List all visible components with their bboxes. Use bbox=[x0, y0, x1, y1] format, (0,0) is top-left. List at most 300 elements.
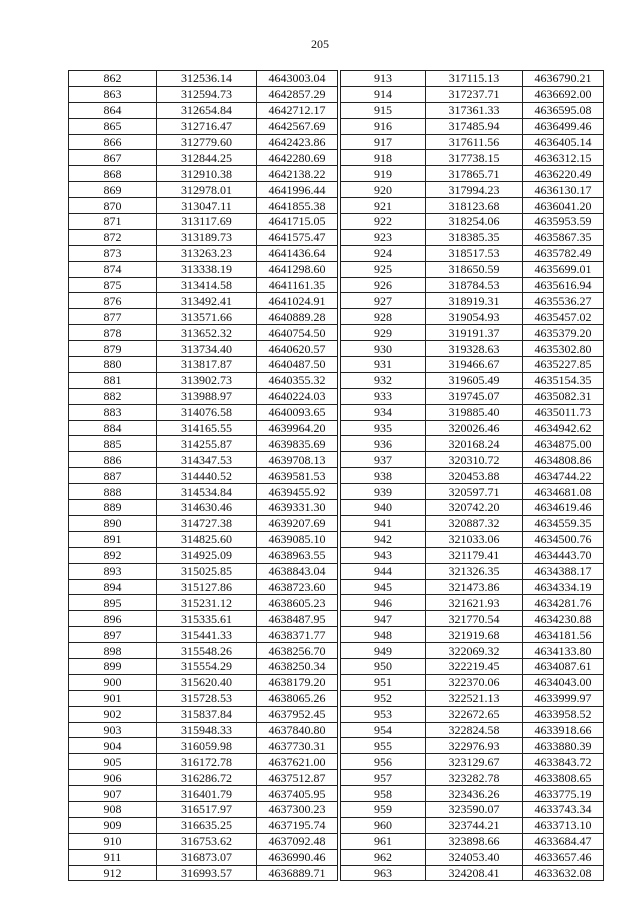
y-coordinate-cell: 4638605.23 bbox=[257, 595, 338, 611]
table-row bbox=[341, 309, 604, 325]
x-coordinate-cell: 318650.59 bbox=[426, 261, 523, 277]
x-coordinate-cell: 318784.53 bbox=[426, 277, 523, 293]
y-coordinate-cell: 4635616.94 bbox=[523, 277, 604, 293]
table-row bbox=[341, 849, 604, 865]
x-coordinate-cell: 320168.24 bbox=[426, 436, 523, 452]
point-number-cell: 880 bbox=[69, 357, 157, 373]
x-coordinate-cell: 319054.93 bbox=[426, 309, 523, 325]
table-row bbox=[341, 865, 604, 881]
x-coordinate-cell: 312910.38 bbox=[157, 166, 257, 182]
table-row bbox=[69, 865, 338, 881]
table-row bbox=[69, 150, 338, 166]
point-number-cell: 884 bbox=[69, 420, 157, 436]
x-coordinate-cell: 324053.40 bbox=[426, 849, 523, 865]
point-number-cell: 950 bbox=[341, 658, 426, 674]
y-coordinate-cell: 4634942.62 bbox=[523, 420, 604, 436]
x-coordinate-cell: 322976.93 bbox=[426, 738, 523, 754]
y-coordinate-cell: 4633918.66 bbox=[523, 722, 604, 738]
point-number-cell: 943 bbox=[341, 547, 426, 563]
point-number-cell: 931 bbox=[341, 357, 426, 373]
point-number-cell: 930 bbox=[341, 341, 426, 357]
y-coordinate-cell: 4636130.17 bbox=[523, 182, 604, 198]
point-number-cell: 954 bbox=[341, 722, 426, 738]
point-number-cell: 889 bbox=[69, 500, 157, 516]
x-coordinate-cell: 317115.13 bbox=[426, 71, 523, 87]
table-row bbox=[341, 484, 604, 500]
y-coordinate-cell: 4635536.27 bbox=[523, 293, 604, 309]
x-coordinate-cell: 316993.57 bbox=[157, 865, 257, 881]
point-number-cell: 944 bbox=[341, 563, 426, 579]
x-coordinate-cell: 312978.01 bbox=[157, 182, 257, 198]
x-coordinate-cell: 316873.07 bbox=[157, 849, 257, 865]
table-row bbox=[341, 372, 604, 388]
x-coordinate-cell: 319745.07 bbox=[426, 388, 523, 404]
y-coordinate-cell: 4641855.38 bbox=[257, 198, 338, 214]
point-number-cell: 923 bbox=[341, 229, 426, 245]
point-number-cell: 908 bbox=[69, 801, 157, 817]
y-coordinate-cell: 4640093.65 bbox=[257, 404, 338, 420]
point-number-cell: 928 bbox=[341, 309, 426, 325]
x-coordinate-cell: 315620.40 bbox=[157, 674, 257, 690]
table-row bbox=[69, 420, 338, 436]
y-coordinate-cell: 4637195.74 bbox=[257, 817, 338, 833]
x-coordinate-cell: 320026.46 bbox=[426, 420, 523, 436]
table-row bbox=[341, 595, 604, 611]
point-number-cell: 927 bbox=[341, 293, 426, 309]
table-row bbox=[69, 357, 338, 373]
y-coordinate-cell: 4641996.44 bbox=[257, 182, 338, 198]
table-row bbox=[69, 214, 338, 230]
table-row bbox=[69, 786, 338, 802]
y-coordinate-cell: 4642280.69 bbox=[257, 150, 338, 166]
y-coordinate-cell: 4635782.49 bbox=[523, 245, 604, 261]
y-coordinate-cell: 4636595.08 bbox=[523, 102, 604, 118]
point-number-cell: 912 bbox=[69, 865, 157, 881]
y-coordinate-cell: 4633684.47 bbox=[523, 833, 604, 849]
y-coordinate-cell: 4636790.21 bbox=[523, 71, 604, 87]
point-number-cell: 920 bbox=[341, 182, 426, 198]
point-number-cell: 939 bbox=[341, 484, 426, 500]
x-coordinate-cell: 313338.19 bbox=[157, 261, 257, 277]
table-row bbox=[341, 770, 604, 786]
point-number-cell: 953 bbox=[341, 706, 426, 722]
y-coordinate-cell: 4635302.80 bbox=[523, 341, 604, 357]
point-number-cell: 881 bbox=[69, 372, 157, 388]
point-number-cell: 960 bbox=[341, 817, 426, 833]
point-number-cell: 937 bbox=[341, 452, 426, 468]
point-number-cell: 882 bbox=[69, 388, 157, 404]
table-row bbox=[341, 245, 604, 261]
x-coordinate-cell: 320597.71 bbox=[426, 484, 523, 500]
x-coordinate-cell: 321326.35 bbox=[426, 563, 523, 579]
y-coordinate-cell: 4641161.35 bbox=[257, 277, 338, 293]
point-number-cell: 948 bbox=[341, 627, 426, 643]
y-coordinate-cell: 4637730.31 bbox=[257, 738, 338, 754]
x-coordinate-cell: 321179.41 bbox=[426, 547, 523, 563]
y-coordinate-cell: 4634681.08 bbox=[523, 484, 604, 500]
point-number-cell: 875 bbox=[69, 277, 157, 293]
y-coordinate-cell: 4633999.97 bbox=[523, 690, 604, 706]
point-number-cell: 962 bbox=[341, 849, 426, 865]
table-row bbox=[69, 563, 338, 579]
point-number-cell: 863 bbox=[69, 86, 157, 102]
point-number-cell: 878 bbox=[69, 325, 157, 341]
y-coordinate-cell: 4640754.50 bbox=[257, 325, 338, 341]
table-row bbox=[341, 817, 604, 833]
x-coordinate-cell: 313734.40 bbox=[157, 341, 257, 357]
x-coordinate-cell: 322219.45 bbox=[426, 658, 523, 674]
y-coordinate-cell: 4633743.34 bbox=[523, 801, 604, 817]
y-coordinate-cell: 4637405.95 bbox=[257, 786, 338, 802]
x-coordinate-cell: 317738.15 bbox=[426, 150, 523, 166]
x-coordinate-cell: 315335.61 bbox=[157, 611, 257, 627]
y-coordinate-cell: 4637512.87 bbox=[257, 770, 338, 786]
x-coordinate-cell: 313571.66 bbox=[157, 309, 257, 325]
table-row bbox=[69, 436, 338, 452]
y-coordinate-cell: 4634281.76 bbox=[523, 595, 604, 611]
point-number-cell: 917 bbox=[341, 134, 426, 150]
x-coordinate-cell: 321473.86 bbox=[426, 579, 523, 595]
table-row bbox=[341, 293, 604, 309]
point-number-cell: 897 bbox=[69, 627, 157, 643]
x-coordinate-cell: 316172.78 bbox=[157, 754, 257, 770]
point-number-cell: 894 bbox=[69, 579, 157, 595]
y-coordinate-cell: 4635227.85 bbox=[523, 357, 604, 373]
table-row bbox=[341, 452, 604, 468]
x-coordinate-cell: 313263.23 bbox=[157, 245, 257, 261]
table-row bbox=[341, 627, 604, 643]
y-coordinate-cell: 4638065.26 bbox=[257, 690, 338, 706]
point-number-cell: 883 bbox=[69, 404, 157, 420]
x-coordinate-cell: 316286.72 bbox=[157, 770, 257, 786]
y-coordinate-cell: 4633713.10 bbox=[523, 817, 604, 833]
point-number-cell: 942 bbox=[341, 531, 426, 547]
y-coordinate-cell: 4633808.65 bbox=[523, 770, 604, 786]
x-coordinate-cell: 319605.49 bbox=[426, 372, 523, 388]
point-number-cell: 921 bbox=[341, 198, 426, 214]
x-coordinate-cell: 313492.41 bbox=[157, 293, 257, 309]
table-row bbox=[341, 182, 604, 198]
y-coordinate-cell: 4640224.03 bbox=[257, 388, 338, 404]
point-number-cell: 918 bbox=[341, 150, 426, 166]
point-number-cell: 911 bbox=[69, 849, 157, 865]
table-row bbox=[69, 182, 338, 198]
table-row bbox=[341, 357, 604, 373]
x-coordinate-cell: 319191.37 bbox=[426, 325, 523, 341]
point-number-cell: 887 bbox=[69, 468, 157, 484]
table-row bbox=[69, 71, 338, 87]
table-row bbox=[341, 515, 604, 531]
table-row bbox=[341, 277, 604, 293]
x-coordinate-cell: 314076.58 bbox=[157, 404, 257, 420]
x-coordinate-cell: 323744.21 bbox=[426, 817, 523, 833]
point-number-cell: 907 bbox=[69, 786, 157, 802]
table-row bbox=[341, 341, 604, 357]
point-number-cell: 955 bbox=[341, 738, 426, 754]
point-number-cell: 956 bbox=[341, 754, 426, 770]
y-coordinate-cell: 4637092.48 bbox=[257, 833, 338, 849]
table-row bbox=[69, 325, 338, 341]
y-coordinate-cell: 4633632.08 bbox=[523, 865, 604, 881]
table-row bbox=[69, 500, 338, 516]
coordinates-table-left bbox=[68, 70, 338, 881]
table-row bbox=[69, 293, 338, 309]
x-coordinate-cell: 320310.72 bbox=[426, 452, 523, 468]
table-row bbox=[69, 722, 338, 738]
x-coordinate-cell: 321770.54 bbox=[426, 611, 523, 627]
table-row bbox=[341, 658, 604, 674]
point-number-cell: 933 bbox=[341, 388, 426, 404]
table-row bbox=[69, 706, 338, 722]
y-coordinate-cell: 4637300.23 bbox=[257, 801, 338, 817]
table-row bbox=[341, 786, 604, 802]
y-coordinate-cell: 4641575.47 bbox=[257, 229, 338, 245]
x-coordinate-cell: 320887.32 bbox=[426, 515, 523, 531]
x-coordinate-cell: 312716.47 bbox=[157, 118, 257, 134]
point-number-cell: 865 bbox=[69, 118, 157, 134]
table-row bbox=[69, 118, 338, 134]
point-number-cell: 892 bbox=[69, 547, 157, 563]
table-row bbox=[69, 484, 338, 500]
x-coordinate-cell: 314165.55 bbox=[157, 420, 257, 436]
table-row bbox=[341, 738, 604, 754]
x-coordinate-cell: 313414.58 bbox=[157, 277, 257, 293]
point-number-cell: 890 bbox=[69, 515, 157, 531]
x-coordinate-cell: 322824.58 bbox=[426, 722, 523, 738]
point-number-cell: 924 bbox=[341, 245, 426, 261]
x-coordinate-cell: 317361.33 bbox=[426, 102, 523, 118]
table-row bbox=[341, 674, 604, 690]
table-row bbox=[69, 611, 338, 627]
y-coordinate-cell: 4636990.46 bbox=[257, 849, 338, 865]
x-coordinate-cell: 323129.67 bbox=[426, 754, 523, 770]
x-coordinate-cell: 318919.31 bbox=[426, 293, 523, 309]
table-row bbox=[341, 325, 604, 341]
x-coordinate-cell: 312654.84 bbox=[157, 102, 257, 118]
point-number-cell: 893 bbox=[69, 563, 157, 579]
y-coordinate-cell: 4642423.86 bbox=[257, 134, 338, 150]
table-row bbox=[69, 531, 338, 547]
table-row bbox=[69, 452, 338, 468]
table-row bbox=[69, 690, 338, 706]
x-coordinate-cell: 317611.56 bbox=[426, 134, 523, 150]
y-coordinate-cell: 4637621.00 bbox=[257, 754, 338, 770]
y-coordinate-cell: 4638179.20 bbox=[257, 674, 338, 690]
y-coordinate-cell: 4635154.35 bbox=[523, 372, 604, 388]
y-coordinate-cell: 4634500.76 bbox=[523, 531, 604, 547]
point-number-cell: 919 bbox=[341, 166, 426, 182]
x-coordinate-cell: 314825.60 bbox=[157, 531, 257, 547]
x-coordinate-cell: 314347.53 bbox=[157, 452, 257, 468]
table-row bbox=[69, 277, 338, 293]
x-coordinate-cell: 323590.07 bbox=[426, 801, 523, 817]
table-row bbox=[69, 658, 338, 674]
y-coordinate-cell: 4636220.49 bbox=[523, 166, 604, 182]
y-coordinate-cell: 4641024.91 bbox=[257, 293, 338, 309]
point-number-cell: 903 bbox=[69, 722, 157, 738]
table-row bbox=[69, 547, 338, 563]
y-coordinate-cell: 4633657.46 bbox=[523, 849, 604, 865]
table-row bbox=[341, 500, 604, 516]
y-coordinate-cell: 4634388.17 bbox=[523, 563, 604, 579]
point-number-cell: 906 bbox=[69, 770, 157, 786]
point-number-cell: 915 bbox=[341, 102, 426, 118]
table-row bbox=[341, 229, 604, 245]
point-number-cell: 886 bbox=[69, 452, 157, 468]
table-row bbox=[341, 71, 604, 87]
y-coordinate-cell: 4635953.59 bbox=[523, 214, 604, 230]
y-coordinate-cell: 4638250.34 bbox=[257, 658, 338, 674]
point-number-cell: 873 bbox=[69, 245, 157, 261]
y-coordinate-cell: 4636312.15 bbox=[523, 150, 604, 166]
table-row bbox=[69, 738, 338, 754]
y-coordinate-cell: 4634334.19 bbox=[523, 579, 604, 595]
point-number-cell: 868 bbox=[69, 166, 157, 182]
table-row bbox=[341, 166, 604, 182]
point-number-cell: 898 bbox=[69, 643, 157, 659]
table-row bbox=[69, 388, 338, 404]
table-row bbox=[341, 468, 604, 484]
table-row bbox=[341, 118, 604, 134]
table-row bbox=[341, 531, 604, 547]
point-number-cell: 879 bbox=[69, 341, 157, 357]
table-row bbox=[69, 341, 338, 357]
point-number-cell: 961 bbox=[341, 833, 426, 849]
y-coordinate-cell: 4639207.69 bbox=[257, 515, 338, 531]
y-coordinate-cell: 4634619.46 bbox=[523, 500, 604, 516]
y-coordinate-cell: 4636499.46 bbox=[523, 118, 604, 134]
table-row bbox=[341, 404, 604, 420]
x-coordinate-cell: 313817.87 bbox=[157, 357, 257, 373]
table-row bbox=[341, 420, 604, 436]
y-coordinate-cell: 4635082.31 bbox=[523, 388, 604, 404]
table-row bbox=[69, 595, 338, 611]
y-coordinate-cell: 4634559.35 bbox=[523, 515, 604, 531]
table-row bbox=[341, 754, 604, 770]
x-coordinate-cell: 315025.85 bbox=[157, 563, 257, 579]
y-coordinate-cell: 4635457.02 bbox=[523, 309, 604, 325]
table-row bbox=[341, 833, 604, 849]
x-coordinate-cell: 314630.46 bbox=[157, 500, 257, 516]
page-number: 205 bbox=[311, 37, 329, 51]
point-number-cell: 885 bbox=[69, 436, 157, 452]
x-coordinate-cell: 313902.73 bbox=[157, 372, 257, 388]
x-coordinate-cell: 316401.79 bbox=[157, 786, 257, 802]
y-coordinate-cell: 4637952.45 bbox=[257, 706, 338, 722]
point-number-cell: 945 bbox=[341, 579, 426, 595]
point-number-cell: 866 bbox=[69, 134, 157, 150]
x-coordinate-cell: 317865.71 bbox=[426, 166, 523, 182]
x-coordinate-cell: 312779.60 bbox=[157, 134, 257, 150]
y-coordinate-cell: 4635379.20 bbox=[523, 325, 604, 341]
point-number-cell: 891 bbox=[69, 531, 157, 547]
table-row bbox=[69, 245, 338, 261]
y-coordinate-cell: 4636889.71 bbox=[257, 865, 338, 881]
table-row bbox=[69, 770, 338, 786]
x-coordinate-cell: 318385.35 bbox=[426, 229, 523, 245]
x-coordinate-cell: 317485.94 bbox=[426, 118, 523, 134]
y-coordinate-cell: 4639708.13 bbox=[257, 452, 338, 468]
y-coordinate-cell: 4640487.50 bbox=[257, 357, 338, 373]
y-coordinate-cell: 4641715.05 bbox=[257, 214, 338, 230]
y-coordinate-cell: 4633775.19 bbox=[523, 786, 604, 802]
y-coordinate-cell: 4634230.88 bbox=[523, 611, 604, 627]
y-coordinate-cell: 4636692.00 bbox=[523, 86, 604, 102]
table-row bbox=[69, 643, 338, 659]
y-coordinate-cell: 4639581.53 bbox=[257, 468, 338, 484]
x-coordinate-cell: 323436.26 bbox=[426, 786, 523, 802]
point-number-cell: 935 bbox=[341, 420, 426, 436]
point-number-cell: 872 bbox=[69, 229, 157, 245]
point-number-cell: 958 bbox=[341, 786, 426, 802]
table-row bbox=[69, 817, 338, 833]
y-coordinate-cell: 4639085.10 bbox=[257, 531, 338, 547]
table-row bbox=[69, 229, 338, 245]
y-coordinate-cell: 4637840.80 bbox=[257, 722, 338, 738]
y-coordinate-cell: 4635011.73 bbox=[523, 404, 604, 420]
y-coordinate-cell: 4641298.60 bbox=[257, 261, 338, 277]
x-coordinate-cell: 314440.52 bbox=[157, 468, 257, 484]
point-number-cell: 862 bbox=[69, 71, 157, 87]
x-coordinate-cell: 315837.84 bbox=[157, 706, 257, 722]
table-row bbox=[341, 134, 604, 150]
point-number-cell: 888 bbox=[69, 484, 157, 500]
x-coordinate-cell: 322069.32 bbox=[426, 643, 523, 659]
point-number-cell: 905 bbox=[69, 754, 157, 770]
x-coordinate-cell: 316753.62 bbox=[157, 833, 257, 849]
x-coordinate-cell: 318517.53 bbox=[426, 245, 523, 261]
table-row bbox=[341, 261, 604, 277]
table-row bbox=[341, 198, 604, 214]
point-number-cell: 896 bbox=[69, 611, 157, 627]
y-coordinate-cell: 4641436.64 bbox=[257, 245, 338, 261]
y-coordinate-cell: 4638723.60 bbox=[257, 579, 338, 595]
y-coordinate-cell: 4634875.00 bbox=[523, 436, 604, 452]
table-row bbox=[341, 150, 604, 166]
table-row bbox=[69, 86, 338, 102]
y-coordinate-cell: 4639455.92 bbox=[257, 484, 338, 500]
table-row bbox=[341, 86, 604, 102]
point-number-cell: 874 bbox=[69, 261, 157, 277]
point-number-cell: 938 bbox=[341, 468, 426, 484]
point-number-cell: 870 bbox=[69, 198, 157, 214]
x-coordinate-cell: 321919.68 bbox=[426, 627, 523, 643]
x-coordinate-cell: 315554.29 bbox=[157, 658, 257, 674]
coordinates-table-right bbox=[340, 70, 604, 881]
table-row bbox=[341, 388, 604, 404]
table-row bbox=[69, 261, 338, 277]
x-coordinate-cell: 316635.25 bbox=[157, 817, 257, 833]
point-number-cell: 941 bbox=[341, 515, 426, 531]
x-coordinate-cell: 315548.26 bbox=[157, 643, 257, 659]
table-row bbox=[341, 706, 604, 722]
x-coordinate-cell: 312844.25 bbox=[157, 150, 257, 166]
table-row bbox=[341, 214, 604, 230]
point-number-cell: 869 bbox=[69, 182, 157, 198]
x-coordinate-cell: 312536.14 bbox=[157, 71, 257, 87]
point-number-cell: 913 bbox=[341, 71, 426, 87]
point-number-cell: 940 bbox=[341, 500, 426, 516]
table-row bbox=[341, 643, 604, 659]
y-coordinate-cell: 4634181.56 bbox=[523, 627, 604, 643]
table-row bbox=[69, 627, 338, 643]
y-coordinate-cell: 4635699.01 bbox=[523, 261, 604, 277]
table-row bbox=[341, 722, 604, 738]
y-coordinate-cell: 4638487.95 bbox=[257, 611, 338, 627]
y-coordinate-cell: 4642567.69 bbox=[257, 118, 338, 134]
point-number-cell: 876 bbox=[69, 293, 157, 309]
point-number-cell: 963 bbox=[341, 865, 426, 881]
